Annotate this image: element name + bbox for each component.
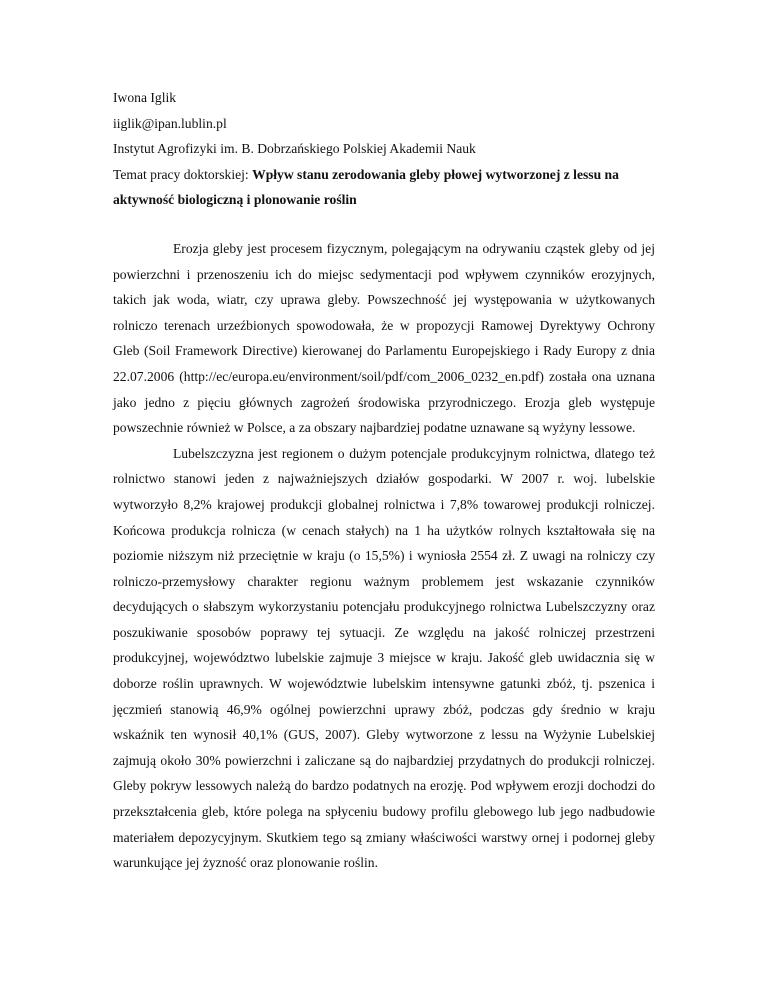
thesis-topic bbox=[113, 162, 655, 213]
institute-name: Instytut Agrofizyki im. B. Dobrzańskiego Polskiej Akademii Nauk bbox=[113, 141, 476, 157]
document-page bbox=[113, 85, 655, 876]
paragraph-erosion: Erozja gleby jest procesem fizycznym, polegającym na odrywaniu cząstek gleby od jej powierzchni i przenoszeniu ich do miejsc sedymentacji pod wpływem czynników erozyjnych, takich jak woda, wiatr, czy uprawa gleby. Powszechność jej występowania w użytkowanych rolniczo terenach urzeźbionych spowodowała, że w propozycji Ramowej Dyrektywy Ochrony Gleb (Soil Framework Directive) kierowanej do Parlamentu Europejskiego i Rady Europy z dnia 22.07.2006 (http://ec/europa.eu/environment/soil/pdf/com_2006_0232_en.pdf) została ona uznana jako jedno z pięciu głównych zagrożeń środowiska przyrodniczego. Erozja gleb występuje powszechnie również w Polsce, a za obszary najbardziej podatne uznawane są wyżyny lessowe. bbox=[113, 240, 655, 436]
author-name: Iwona Iglik bbox=[113, 90, 177, 105]
paragraph-lubelszczyzna: Lubelszczyzna jest regionem o dużym potencjale produkcyjnym rolnictwa, dlatego też rolnictwo stanowi jeden z najważniejszych działów gospodarki. W 2007 r. woj. lubelskie wytworzyło 8,2% krajowej produkcji globalnej rolnictwa i 7,8% towarowej produkcji rolniczej. Końcowa produkcja rolnicza (w cenach stałych) na 1 ha użytków rolnych kształtowała się na poziomie niższym niż przeciętnie w kraju (o 15,5%) i wyniosła 2554 zł. Z uwagi na rolniczy czy rolniczo-przemysłowy charakter regionu ważnym problemem jest wskazanie czynników decydujących o słabszym wykorzystaniu potencjału produkcyjnego rolnictwa Lubelszczyzny oraz poszukiwanie sposobów poprawy tej sytuacji. Ze względu na jakość rolniczej przestrzeni produkcyjnej, województwo lubelskie zajmuje 3 miejsce w kraju. Jakość gleb uwidacznia się w doborze roślin uprawnych. W województwie lubelskim intensywne gatunki zbóż, tj. pszenica i jęczmień stanowią 46,9% ogólnej powierzchni uprawy zbóż, podczas gdy średnio w kraju wskaźnik ten wynosił 40,1% (GUS, 2007). Gleby wytworzone z lessu na Wyżynie Lubelskiej zajmują około 30% powierzchni i zaliczane są do najbardziej przydatnych do produkcji rolniczej. Gleby pokryw lessowych należą do bardzo podatnych na erozję. Pod wpływem erozji dochodzi do przekształcenia gleb, które polega na spłyceniu budowy profilu glebowego lub jego nadbudowie materiałem depozycyjnym. Skutkiem tego są zmiany właściwości warstwy ornej i podornej gleby warunkujące jej żyzność oraz plonowanie roślin. bbox=[113, 445, 655, 871]
topic-label: Temat pracy doktorskiej: bbox=[113, 166, 253, 182]
author-email: iiglik@ipan.lublin.pl bbox=[113, 115, 227, 131]
topic-title: Wpływ stanu zerodowania gleby płowej wytworzonej z lessu na aktywność biologiczną i plonowanie roślin bbox=[113, 166, 619, 208]
